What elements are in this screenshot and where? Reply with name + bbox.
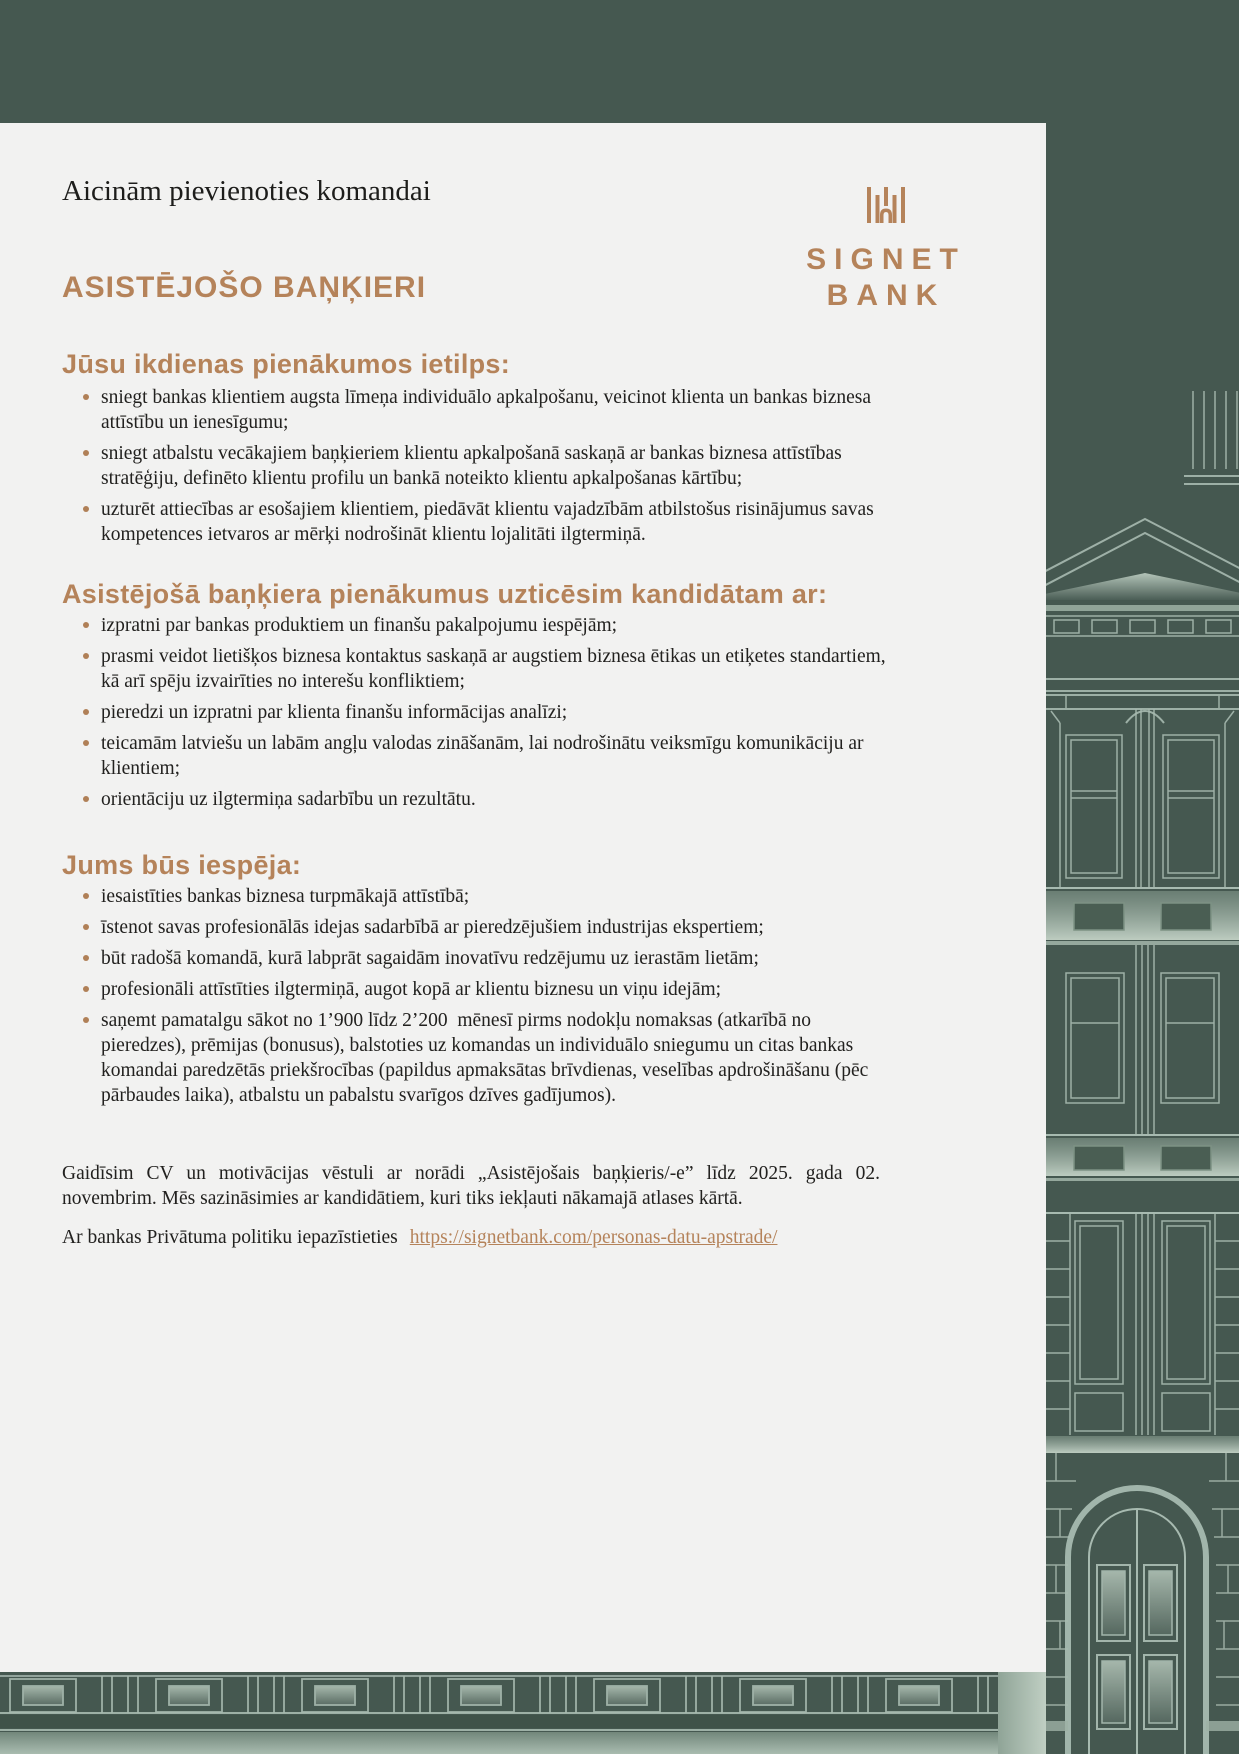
list-item: profesionāli attīstīties ilgtermiņā, augot kopā ar klientu biznesu un viņu idejām;: [101, 977, 896, 1002]
list-item: sniegt bankas klientiem augsta līmeņa individuālo apkalpošanu, veicinot klienta un bankas biznesa attīstību un ienesīgumu;: [101, 385, 896, 435]
privacy-paragraph: [62, 1225, 986, 1250]
list-item: teicamām latviešu un labām angļu valodas zināšanām, lai nodrošinātu veiksmīgu komunikāciju ar klientiem;: [101, 731, 896, 781]
eyebrow-text: Aicinām pievienoties komandai: [62, 175, 431, 207]
corner-pier: [998, 1672, 1046, 1754]
privacy-prefix: Ar bankas Privātuma politiku iepazīstieties: [62, 1227, 398, 1248]
closing-paragraph: Gaidīsim CV un motivācijas vēstuli ar norādi „Asistējošais baņķieris/-e” līdz 2025. gada 02. novembrim. Mēs sazināsimies ar kandidātiem, kuri tiks iekļauti nākamajā atlases kārtā.: [62, 1163, 880, 1209]
requirements-list: [62, 613, 986, 812]
privacy-policy-link[interactable]: https://signetbank.com/personas-datu-apstrade/: [409, 1227, 778, 1248]
list-item: uzturēt attiecības ar esošajiem klientiem, piedāvāt klientu vajadzībām atbilstošus risinājumus savas kompetences ietvaros ar mērķi nodrošināt klientu lojalitāti ilgtermiņā.: [101, 497, 896, 547]
list-item: saņemt pamatalgu sākot no 1’900 līdz 2’200 mēnesī pirms nodokļu nomaksas (atkarībā no pieredzes), prēmijas (bonusus), balstoties uz komandas un individuālo sniegumu un citas bankas komandai paredzētās priekšrocības (papildus apmaksātas brīvdienas, veselības apdrošināšanu (pēc pārbaudes laika), atbalstu un pabalstu svarīgos dzīves gadījumos).: [101, 1008, 896, 1108]
list-item: pieredzi un izpratni par klienta finanšu informācijas analīzi;: [101, 700, 896, 725]
duties-list: [62, 385, 986, 547]
page-title: ASISTĒJOŠO BAŅĶIERI: [62, 271, 427, 304]
logo-wordmark: [716, 242, 1056, 314]
list-item: orientāciju uz ilgtermiņa sadarbību un rezultātu.: [101, 787, 896, 812]
section-heading-benefits: Jums būs iespēja:: [62, 850, 302, 880]
signet-bank-logo: [716, 187, 1056, 314]
list-item: izpratni par bankas produktiem un finanšu pakalpojumu iespējām;: [101, 613, 896, 638]
list-item: sniegt atbalstu vecākajiem baņķieriem klientu apkalpošanā saskaņā ar bankas biznesa attīstības stratēģiju, definēto klientu profilu un bankā noteikto klientu apkalpošanas kārtību;: [101, 441, 896, 491]
logo-line2: BANK: [826, 279, 946, 312]
benefits-list: [62, 884, 986, 1108]
bottom-frieze-illustration: [0, 1672, 1046, 1754]
content-card: [0, 123, 1046, 1672]
list-item: prasmi veidot lietišķos biznesa kontaktus saskaņā ar augstiem biznesa ētikas un etiķetes standartiem, kā arī spēju izvairīties no interešu konfliktiem;: [101, 644, 896, 694]
logo-line1: SIGNET: [806, 243, 966, 276]
signet-bank-logo-icon: [867, 187, 905, 223]
section-heading-requirements: Asistējošā baņķiera pienākumus uzticēsim kandidātam ar:: [62, 579, 828, 609]
section-heading-duties: Jūsu ikdienas pienākumos ietilps:: [62, 349, 511, 379]
list-item: iesaistīties bankas biznesa turpmākajā attīstībā;: [101, 884, 896, 909]
list-item: īstenot savas profesionālās idejas sadarbībā ar pieredzējušiem industrijas ekspertiem;: [101, 915, 896, 940]
building-facade-illustration: [1046, 123, 1239, 1754]
list-item: būt radošā komandā, kurā labprāt sagaidām inovatīvu redzējumu uz ierastām lietām;: [101, 946, 896, 971]
